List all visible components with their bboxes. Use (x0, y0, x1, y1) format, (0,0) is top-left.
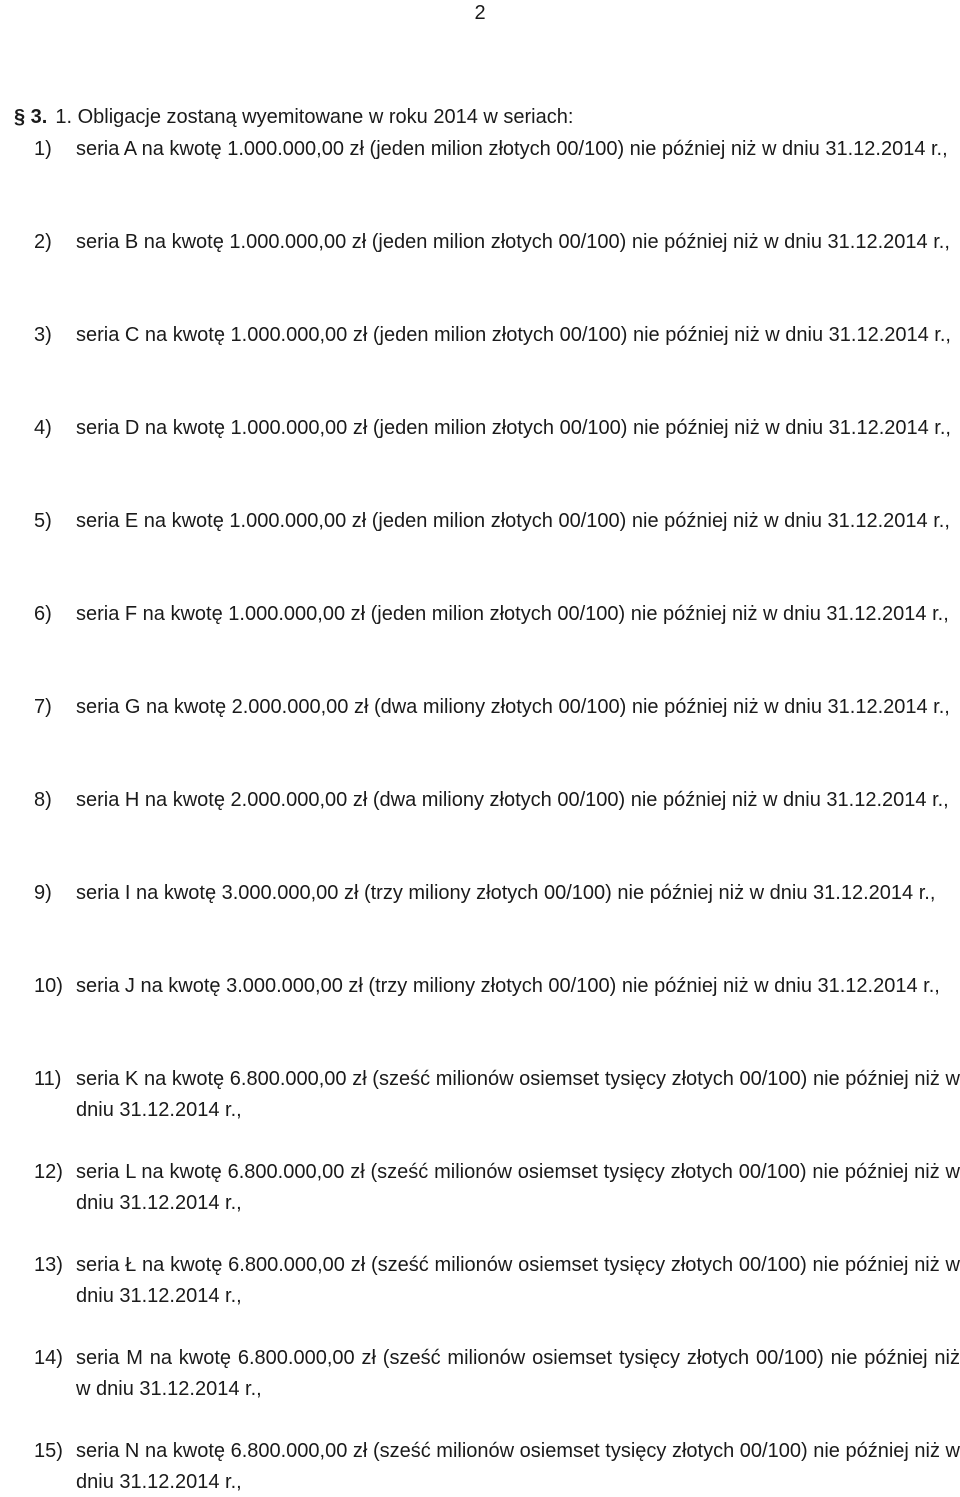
item-text: seria Ł na kwotę 6.800.000,00 zł (sześć milionów osiemset tysięcy złotych 00/100) nie później niż w dniu 31.12.2014 r., (76, 1254, 960, 1307)
item-text: seria F na kwotę 1.000.000,00 zł (jeden milion złotych 00/100) nie później niż w dniu 31.12.2014 r., (76, 603, 949, 625)
item-text: seria G na kwotę 2.000.000,00 zł (dwa miliony złotych 00/100) nie później niż w dniu 31.12.2014 r., (76, 696, 950, 718)
list-item (34, 1343, 960, 1404)
list-item (34, 878, 960, 939)
item-number: 2) (34, 231, 52, 253)
item-number: 8) (34, 789, 52, 811)
section-intro: 1. Obligacje zostaną wyemitowane w roku 2014 w seriach: (55, 106, 574, 128)
item-text: seria J na kwotę 3.000.000,00 zł (trzy miliony złotych 00/100) nie później niż w dniu 31.12.2014 r., (76, 975, 940, 997)
item-text: seria I na kwotę 3.000.000,00 zł (trzy miliony złotych 00/100) nie później niż w dniu 31.12.2014 r., (76, 882, 936, 904)
item-number: 12) (34, 1161, 63, 1183)
item-text: seria L na kwotę 6.800.000,00 zł (sześć milionów osiemset tysięcy złotych 00/100) nie później niż w dniu 31.12.2014 r., (76, 1161, 960, 1214)
item-text: seria E na kwotę 1.000.000,00 zł (jeden milion złotych 00/100) nie później niż w dniu 31.12.2014 r., (76, 510, 950, 532)
list-item (34, 506, 960, 567)
item-number: 13) (34, 1254, 63, 1276)
item-number: 5) (34, 510, 52, 532)
list-item (34, 1064, 960, 1125)
section-symbol: § 3. (14, 106, 48, 128)
item-number: 11) (34, 1068, 62, 1090)
item-number: 14) (34, 1347, 63, 1369)
item-text: seria M na kwotę 6.800.000,00 zł (sześć milionów osiemset tysięcy złotych 00/100) nie później niż w dniu 31.12.2014 r., (76, 1347, 960, 1400)
item-number: 7) (34, 696, 52, 718)
list-item (34, 413, 960, 474)
list-item (34, 599, 960, 660)
list-item (34, 971, 960, 1032)
list-item (34, 227, 960, 288)
item-text: seria C na kwotę 1.000.000,00 zł (jeden milion złotych 00/100) nie później niż w dniu 31.12.2014 r., (76, 324, 951, 346)
item-number: 1) (34, 138, 52, 160)
item-number: 10) (34, 975, 63, 997)
list-item (34, 692, 960, 753)
item-text: seria N na kwotę 6.800.000,00 zł (sześć milionów osiemset tysięcy złotych 00/100) nie później niż w dniu 31.12.2014 r., (76, 1440, 960, 1493)
item-number: 6) (34, 603, 52, 625)
item-number: 15) (34, 1440, 63, 1462)
item-text: seria D na kwotę 1.000.000,00 zł (jeden milion złotych 00/100) nie później niż w dniu 31.12.2014 r., (76, 417, 951, 439)
list-item (34, 1250, 960, 1311)
item-text: seria A na kwotę 1.000.000,00 zł (jeden milion złotych 00/100) nie później niż w dniu 31.12.2014 r., (76, 138, 948, 160)
list-item (34, 1436, 960, 1497)
item-number: 4) (34, 417, 52, 439)
page-number: 2 (474, 2, 486, 24)
list-item (34, 134, 960, 195)
item-text: seria H na kwotę 2.000.000,00 zł (dwa miliony złotych 00/100) nie później niż w dniu 31.12.2014 r., (76, 789, 949, 811)
item-text: seria B na kwotę 1.000.000,00 zł (jeden milion złotych 00/100) nie później niż w dniu 31.12.2014 r., (76, 231, 950, 253)
item-number: 9) (34, 882, 52, 904)
list-item (34, 785, 960, 846)
item-number: 3) (34, 324, 52, 346)
item-text: seria K na kwotę 6.800.000,00 zł (sześć milionów osiemset tysięcy złotych 00/100) nie później niż w dniu 31.12.2014 r., (76, 1068, 960, 1121)
list-item (34, 1157, 960, 1218)
list-item (34, 320, 960, 381)
section-heading (14, 104, 573, 130)
series-list (34, 134, 960, 1497)
